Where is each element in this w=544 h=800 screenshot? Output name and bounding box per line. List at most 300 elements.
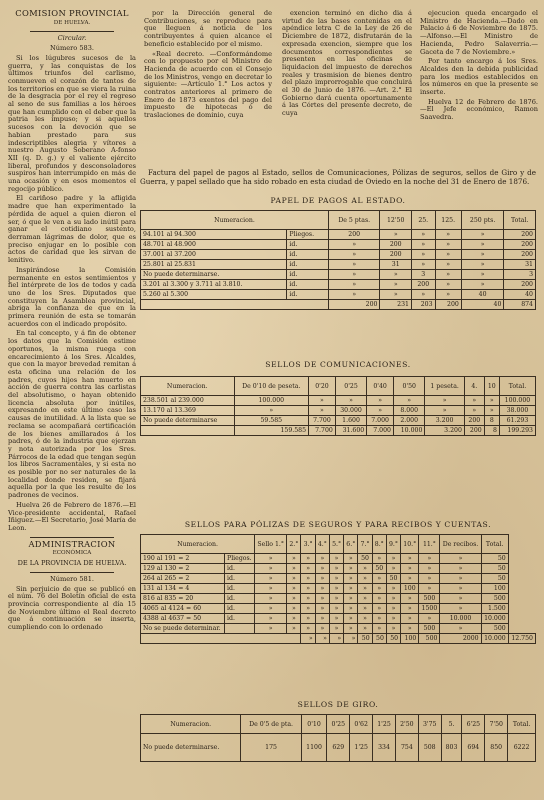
table-cell: » [425,406,464,416]
column-header: 0'25 [327,715,350,734]
table-cell: 200 [504,280,536,290]
table-cell: » [255,614,287,624]
column-1 [8,10,136,634]
total-cell: 31.600 [335,426,366,436]
column-header: 10 [484,377,499,396]
table-cell: 10.000 [481,614,508,624]
table-cell: id. [225,564,255,574]
column-header: Total. [481,535,508,554]
table-cell: 100 [481,584,508,594]
table-cell: » [386,584,400,594]
table-cell: 50 [358,554,372,564]
column-header: Numeracion. [141,211,329,230]
table-cell: » [301,604,315,614]
table-cell: 100.000 [234,396,309,406]
table-cell: 1.600 [335,416,366,426]
table-cell: » [386,554,400,564]
table-cell: » [401,594,419,604]
table-cell: » [301,564,315,574]
paragraph: El cariñoso padre y la afligida madre que han experimentado la pérdida de aquel a quien dieron el ser, ó que le ven a su lado inútil para ganar el cotidiano sustento, derraman lágrimas de dolor, que es preciso enjugar en lo posible con actos de caridad que les sirvan de lenitivo. [8,194,136,265]
table-cell: 1'25 [350,734,373,762]
header-row [141,377,536,396]
table-cell: No se puede determinar. [141,624,225,634]
table-cell: » [435,250,461,260]
empty-cell [141,634,301,644]
table-cell: » [386,564,400,574]
table-cell: 334 [373,734,396,762]
table-cell: 7.000 [367,416,394,426]
table-cell: » [401,604,419,614]
table-cell: » [411,260,435,270]
table-cell: » [328,240,380,250]
table-cell: 50 [481,554,508,564]
theft-notice: Factura del papel de pagos al Estado, sellos de Comunicaciones, Pólizas de seguros, sellos de Giro y de Guerra, y papel sellado que ha sido robado en esta ciudad de Oviedo en la noche del 31 de Enero de 1876. [140,168,536,186]
table-cell: » [440,594,481,604]
table-cell: 500 [481,594,508,604]
table-cell: 48.701 al 48.900 [141,240,287,250]
table-cell: 500 [419,624,440,634]
table-cell: id. [287,270,329,280]
table-cell: 50 [372,564,386,574]
table-cell: » [328,250,380,260]
table-cell [225,624,255,634]
table-cell: » [328,290,380,300]
table-cell: » [358,594,372,604]
column-header: 5.° [329,535,343,554]
table-cell: » [401,564,419,574]
table-row [141,564,536,574]
table-cell: 850 [485,734,508,762]
total-cell: 40 [461,300,504,310]
table-cell: 7.700 [309,416,336,426]
table-cell: 1.500 [481,604,508,614]
table-cell: » [328,270,380,280]
table-cell: 175 [241,734,301,762]
table-row [141,584,536,594]
total-cell: 7.700 [309,426,336,436]
table-cell: » [329,574,343,584]
table-polizas [140,534,536,644]
table-row [141,260,536,270]
table-cell: 129 al 130 = 2 [141,564,225,574]
total-cell: 231 [380,300,411,310]
table-row [141,280,536,290]
column-header: 2.° [287,535,301,554]
circular-number: Número 583. [49,44,95,53]
table-cell: Pliegos. [225,554,255,564]
column-header: 0'20 [309,377,336,396]
table-cell: » [287,554,301,564]
total-cell: » [344,634,358,644]
column-header: 4.° [315,535,329,554]
table-cell: 100.000 [499,396,535,406]
table-cell: 754 [395,734,418,762]
divider [30,572,114,573]
table-cell: » [464,406,484,416]
table-cell: 50 [481,564,508,574]
column-header: Total. [504,211,536,230]
table-cell: » [435,260,461,270]
divider [30,537,114,538]
table-cell: No puede determinarse. [141,270,287,280]
table-cell: » [380,230,411,240]
table-title-giro: SELLOS DE GIRO. [297,700,379,709]
table-cell: 30.000 [335,406,366,416]
column-header: 8.° [372,535,386,554]
table-cell: » [315,604,329,614]
total-cell: 12.750 [508,634,535,644]
column-header: 7'50 [485,715,508,734]
table-cell: » [329,624,343,634]
table-cell: » [301,614,315,624]
table-cell: » [425,396,464,406]
table-cell: 190 al 191 = 2 [141,554,225,564]
table-cell: » [255,604,287,614]
table-row [141,554,536,564]
table-cell: » [358,604,372,614]
table-cell: id. [225,604,255,614]
total-cell: 500 [419,634,440,644]
table-cell: 508 [418,734,441,762]
table-cell: » [344,564,358,574]
column-header: 11.° [419,535,440,554]
table-cell: » [234,406,309,416]
table-cell: id. [287,250,329,260]
table-cell: Pliegos. [287,230,329,240]
table-cell: 8.000 [394,406,425,416]
total-cell: 200 [464,426,484,436]
column-header: 12'50 [380,211,411,230]
table-cell: 38.000 [499,406,535,416]
table-cell: » [309,396,336,406]
table-cell: » [315,594,329,604]
table-cell: 10.000 [440,614,481,624]
table-cell: » [419,564,440,574]
table-cell: » [386,614,400,624]
totals-row [141,634,536,644]
table-cell: » [287,564,301,574]
total-cell: 7.000 [367,426,394,436]
column-header: 1'25 [373,715,396,734]
table-cell: » [372,604,386,614]
column-header: 9.° [386,535,400,554]
table-cell: » [484,396,499,406]
total-cell: » [315,634,329,644]
table-cell: 4388 al 4637 = 50 [141,614,225,624]
table-cell: » [372,574,386,584]
column-header: Numeracion. [141,715,241,734]
table-cell: » [435,240,461,250]
column-header: 125. [435,211,461,230]
table-row [141,290,536,300]
table-cell: » [435,280,461,290]
total-cell: 159.585 [234,426,309,436]
table-row [141,624,536,634]
table-cell: » [380,270,411,280]
column-4 [420,10,538,124]
total-cell: 10.000 [481,634,508,644]
table-cell: » [344,624,358,634]
table-cell: » [411,230,435,240]
table-cell: 37.001 al 37.200 [141,250,287,260]
table-cell: id. [287,260,329,270]
table-cell: » [287,584,301,594]
table-cell: 200 [504,240,536,250]
table-cell: 31 [380,260,411,270]
table-cell: 1100 [301,734,327,762]
table-cell: 200 [328,230,380,240]
table-cell: 31 [504,260,536,270]
table-cell: 3 [411,270,435,280]
table-cell: » [329,594,343,604]
table-cell: » [440,574,481,584]
admin-title: ADMINISTRACION [28,538,116,549]
table-row [141,416,536,426]
table-cell: 94.101 al 94.300 [141,230,287,240]
table-cell: » [301,554,315,564]
paragraph: Por tanto encargo á los Sres. Alcaldes den la debida publicidad para los medios establecidos en los números en que la presente se inserte. [420,57,538,97]
column-header: 7.° [358,535,372,554]
paragraph: exencion terminó en dicho dia á virtud de las bases contenidas en el apéndice letra C de la Ley de 26 de Diciembre de 1872, disfrutarán de la expresada exencion, siempre que los documentos correspondientes se presenten en las oficinas de liquidacion del impuesto de derechos reales y trasmision de bienes dentro del plazo improrrogable que concluirá el 30 de Junio de 1876. —Art. 2.° El Gobierno dará cuenta oportunamente á las Córtes del presente decreto, de cuya [282,9,412,118]
table-cell: » [411,240,435,250]
table-comunicaciones [140,376,536,436]
total-cell: 3.200 [425,426,464,436]
table-cell: » [372,624,386,634]
column-header: 3'75 [418,715,441,734]
column-header: Numeracion. [141,377,235,396]
paragraph: Si los lúgubres sucesos de la guerra, y las conquistas de los últimos triunfos del carlismo, conmueven el corazón de tantos de los territorios en que se viera la ruina de la desgracia por el rey el regreso al seno de sus familias a los héroes que han cumplido con el deber que la patria les impuso; y si aquellos sucesos con la devoción que se habian prestado para sus indescriptibles alegria y vítores a nuestro Augusto Soberano A-fonso XII (q. D. g.) y el valiente ejército liberal, profundos y desconsoladores suspiros han interrumpido en más de una ocasión y en esos momentos el regocijo público. [8,53,136,193]
table-cell: » [461,270,504,280]
table-cell: » [401,554,419,564]
table-cell: » [344,614,358,624]
table-cell: » [255,554,287,564]
admin-subtitle: ECONÓMICA [52,550,92,557]
header-row [141,715,536,734]
table-row [141,396,536,406]
table-cell: 25.801 al 25.831 [141,260,287,270]
admin-number: Número 581. [49,574,95,583]
table-cell: » [419,574,440,584]
table-cell: id. [225,614,255,624]
table-cell: » [358,614,372,624]
table-cell: » [419,584,440,594]
table-cell: id. [225,584,255,594]
column-header: 6.° [344,535,358,554]
total-cell: 874 [504,300,536,310]
column-header: 250 pts. [461,211,504,230]
date-signature: Huelva 26 de Febrero de 1876.—El Vice-presidente accidental, Rafael Iñiguez.—El Secretario, José María de Leon. [8,500,136,532]
paragraph: por la Dirección general de Contribuciones, se reproduce para que lleguen á noticia de los contribuyentes á quien alcance el beneficio establecido por el mismo. [144,9,272,48]
table-cell: » [309,406,336,416]
column-header: Numeracion. [141,535,255,554]
table-cell: 629 [327,734,350,762]
total-cell: 50 [358,634,372,644]
table-cell: 238.501 al 239.000 [141,396,235,406]
table-cell: 6222 [508,734,536,762]
column-header: 1 peseta. [425,377,464,396]
table-row [141,594,536,604]
table-cell: » [372,614,386,624]
column-header: 10.° [401,535,419,554]
table-cell: » [301,584,315,594]
total-cell: 50 [386,634,400,644]
table-cell: » [419,614,440,624]
table-cell: 200 [504,250,536,260]
column-header: 5. [441,715,462,734]
table-cell: » [358,564,372,574]
table-cell: 3.201 al 3.300 y 3.711 al 3.810. [141,280,287,290]
table-row [141,250,536,260]
total-cell: 203 [411,300,435,310]
table-cell: » [380,290,411,300]
table-cell: » [372,584,386,594]
table-cell: » [372,594,386,604]
table-cell: » [301,594,315,604]
paragraph: ejecucion queda encargado el Ministro de Hacienda.—Dado en Palacio á 6 de Noviembre de 1875. —Alfonso.—El Ministro de Hacienda, Pedro Salaverria.—Gaceta de 7 de Noviembre.» [420,9,538,56]
table-cell: 200 [411,280,435,290]
table-cell: » [386,604,400,614]
column-header: 0'25 [335,377,366,396]
table-cell: » [367,396,394,406]
commission-subtitle: DE HUELVA. [53,19,91,26]
paragraph: «Real decreto. —Conformándome con lo propuesto por el Ministro de Hacienda de acuerdo con el Consejo de los Ministros, vengo en decretar lo siguiente: —Artículo 1.° Los actos y contratos anteriores al primero de Enero de 1873 exentos del pago del impuesto de hipotecas ó de traslaciones de dominio, cuya [144,49,272,120]
table-cell: » [358,574,372,584]
table-cell: » [401,574,419,584]
table-row [141,240,536,250]
column-header: De 0'5 de pta. [241,715,301,734]
table-cell: » [440,604,481,614]
table-cell: » [386,624,400,634]
table-cell: » [315,574,329,584]
total-cell: 8 [484,426,499,436]
column-header: 6'25 [462,715,485,734]
column-header: Total. [508,715,536,734]
table-cell: » [484,406,499,416]
table-cell: id. [225,574,255,584]
table-cell: id. [225,594,255,604]
divider [30,31,114,32]
table-cell: 264 al 265 = 2 [141,574,225,584]
table-cell: 8 [484,416,499,426]
total-cell: 2000 [440,634,481,644]
column-3 [282,10,412,120]
table-cell: » [329,564,343,574]
table-cell: » [329,614,343,624]
paragraph: Inspirándose la Comisión permanente en estos sentimientos y fiel intérprete de los de todos y cada uno de los Sres. Diputados que constituyen la Asamblea provincial, abriga la confianza de que en la primera reunión de esta se tomarán acuerdos con el indicado propósito. [8,265,136,328]
table-cell: 50 [481,574,508,584]
table-cell: » [380,280,411,290]
table-cell: » [287,594,301,604]
table-cell: 5.260 al 5.300 [141,290,287,300]
table-cell: 200 [380,250,411,260]
table-cell: 100 [401,584,419,594]
column-header: 3.° [301,535,315,554]
table-cell: 61.293 [499,416,535,426]
table-cell: id. [287,290,329,300]
table-cell: 131 al 134 = 4 [141,584,225,594]
column-header: De recibos. [440,535,481,554]
table-cell: » [315,624,329,634]
table-cell: 13.170 al 13.369 [141,406,235,416]
paragraph: En tal concepto, y á fin de obtener los datos que la Comisión estime oportunos, la misma ruega con encarecimiento á los Sres. Alcaldes, que con la mayor brevedad remitan á esta oficina una relación de los padres, cuyos hijos han muerto en acción de guerra contra las carlistas del absolutismo, o hayan obtenido licencia absoluta por inútiles, expresando en este último caso las causas de inutilidad. A la lista que se reclama se acompañará certificación de los bienes amillarados á los padres, ó de la industria que ejerzan y nota autorizada por los Sres. Párrocos de la edad que tengan según los libros Sacramentales, y si esta no es posible por no ser naturales de la localidad donde residen, se fijará aquella por la que les resulte de los padrones de vecinos. [8,329,136,500]
table-cell: » [329,554,343,564]
table-cell: » [255,624,287,634]
table-cell: » [440,554,481,564]
column-header: De 5 ptas. [328,211,380,230]
column-header: Sello 1.° [255,535,287,554]
table-cell: 4065 al 4124 = 60 [141,604,225,614]
table-cell: » [329,584,343,594]
table-row [141,574,536,584]
table-cell: 816 al 835 = 20 [141,594,225,604]
table-cell: » [435,270,461,280]
table-cell: 50 [386,574,400,584]
table-cell: 200 [504,230,536,240]
table-cell: » [461,250,504,260]
column-header: Total. [499,377,535,396]
table-cell: 803 [441,734,462,762]
table-cell: » [329,604,343,614]
table-row [141,734,536,762]
table-cell: » [358,584,372,594]
total-cell: 199.293 [499,426,535,436]
table-cell: No puede determinarse. [141,734,241,762]
table-cell: No puede determinarse [141,416,235,426]
table-pagos-estado [140,210,536,310]
table-cell: » [315,614,329,624]
table-cell: » [401,614,419,624]
table-row [141,604,536,614]
table-cell: » [255,584,287,594]
table-cell: » [358,624,372,634]
total-cell: 200 [435,300,461,310]
totals-row [141,300,536,310]
column-header: 2'50 [395,715,418,734]
table-cell: » [301,574,315,584]
table-cell: 200 [464,416,484,426]
table-cell: » [344,584,358,594]
table-cell: » [255,574,287,584]
table-giro [140,714,536,762]
column-header: 25. [411,211,435,230]
total-cell: 10.000 [394,426,425,436]
table-cell: » [344,554,358,564]
table-cell: » [328,260,380,270]
table-cell: » [287,624,301,634]
table-cell: 40 [461,290,504,300]
table-cell: » [255,564,287,574]
header-row [141,535,536,554]
total-cell: » [301,634,315,644]
table-cell: » [287,614,301,624]
table-cell: » [301,624,315,634]
table-cell: » [419,554,440,564]
column-header: 0'62 [350,715,373,734]
table-cell: 3 [504,270,536,280]
table-cell: » [411,290,435,300]
table-title-pagos: PAPEL DE PAGOS AL ESTADO. [270,196,406,205]
table-cell: » [335,396,366,406]
table-title-polizas: SELLOS PARA PÓLIZAS DE SEGUROS Y PARA RECIBOS Y CUENTAS. [184,520,492,529]
table-cell: » [315,584,329,594]
table-cell: » [440,624,481,634]
table-cell: » [440,584,481,594]
commission-title: COMISION PROVINCIAL [15,8,129,18]
table-cell: » [344,604,358,614]
column-header: 4. [464,377,484,396]
table-cell: » [315,554,329,564]
table-title-comunicaciones: SELLOS DE COMUNICACIONES. [265,360,411,369]
